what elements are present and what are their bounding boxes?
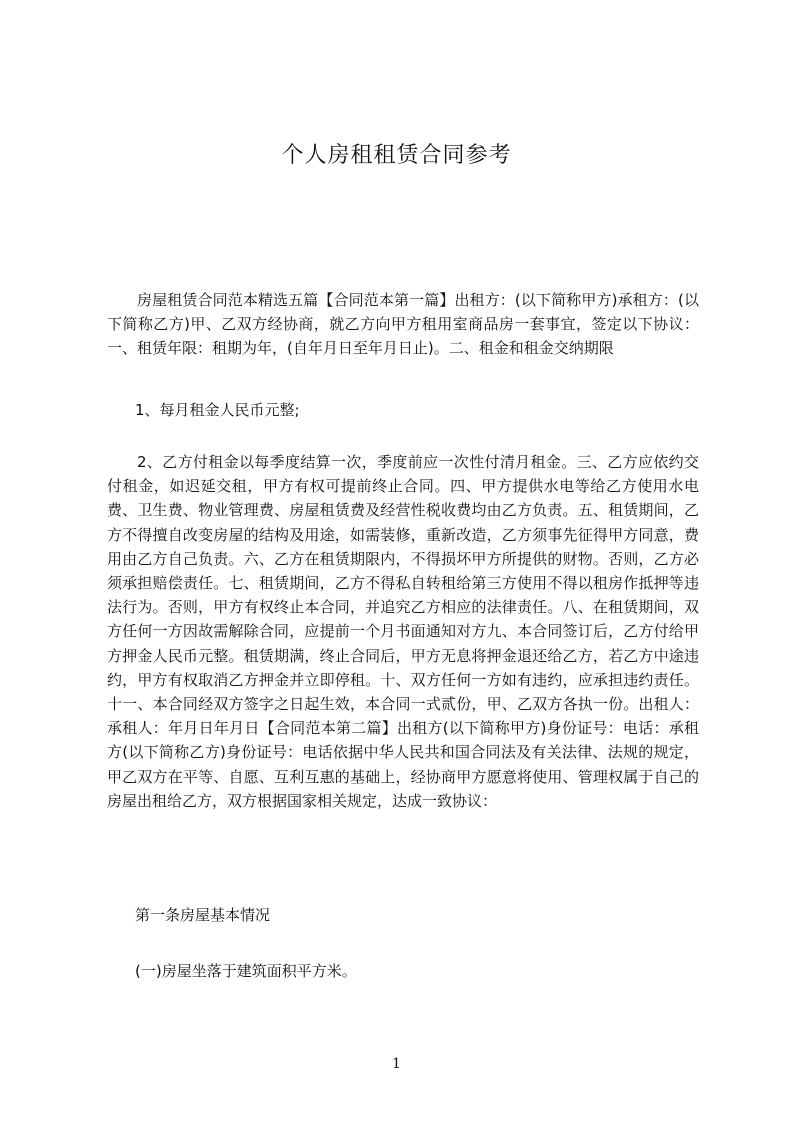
page-number: 1 xyxy=(392,1056,401,1072)
paragraph-property-location: (一)房屋坐落于建筑面积平方米。 xyxy=(135,962,357,980)
section-heading-article-1: 第一条房屋基本情况 xyxy=(135,906,271,924)
document-title: 个人房租租赁合同参考 xyxy=(281,143,512,168)
paragraph-intro: 房屋租赁合同范本精选五篇【合同范本第一篇】出租方：(以下简称甲方)承租方：(以下简称乙方)甲、乙双方经协商，就乙方向甲方租用室商品房一套事宜，签定以下协议：一、租赁年限：租期为年，(自年月日至年月日止)。二、租金和租金交纳期限 xyxy=(107,291,699,358)
paragraph-terms: 2、乙方付租金以每季度结算一次，季度前应一次性付清月租金。三、乙方应依约交付租金，如迟延交租，甲方有权可提前终止合同。四、甲方提供水电等给乙方使用水电费、卫生费、物业管理费、房屋租赁费及经营性税收费均由乙方负责。五、租赁期间，乙方不得擅自改变房屋的结构及用途，如需装修，重新改造，乙方须事先征得甲方同意，费用由乙方自己负责。六、乙方在租赁期限内，不得损坏甲方所提供的财物。否则，乙方必须承担赔偿责任。七、租赁期间，乙方不得私自转租给第三方使用不得以租房作抵押等违法行为。否则，甲方有权终止本合同，并追究乙方相应的法律责任。八、在租赁期间，双方任何一方因故需解除合同，应提前一个月书面通知对方九、本合同签订后，乙方付给甲方押金人民币元整。租赁期满，终止合同后，甲方无息将押金退还给乙方，若乙方中途违约，甲方有权取消乙方押金并立即停租。十、双方任何一方如有违约，应承担违约责任。十一、本合同经双方签字之日起生效，本合同一式贰份，甲、乙双方各执一份。出租人：承租人：年月日年月日【合同范本第二篇】出租方(以下简称甲方)身份证号：电话：承租方(以下简称乙方)身份证号：电话依据中华人民共和国合同法及有关法律、法规的规定，甲乙双方在平等、自愿、互利互惠的基础上，经协商甲方愿意将使用、管理权属于自己的房屋出租给乙方，双方根据国家相关规定，达成一致协议： xyxy=(107,453,699,810)
paragraph-rent-amount: 1、每月租金人民币元整; xyxy=(135,401,300,419)
